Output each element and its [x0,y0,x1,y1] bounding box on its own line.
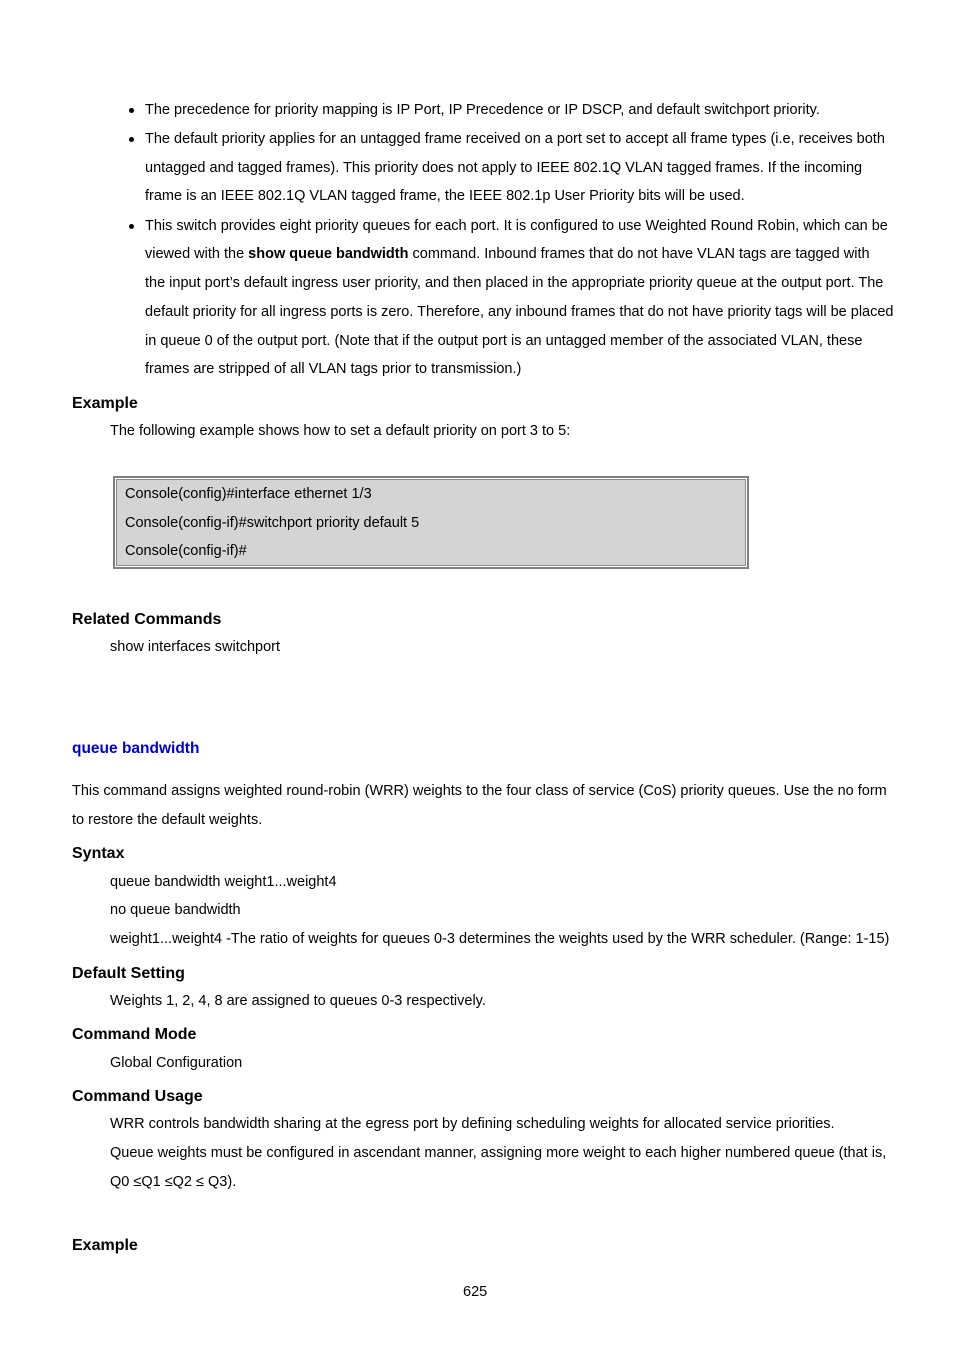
syntax-heading: Syntax [72,845,125,862]
command-mode-heading: Command Mode [72,1026,197,1043]
syntax-line-3: weight1...weight4 -The ratio of weights for queues 0-3 determines the weights used by the WRR scheduler. (Range: 1-15) [110,931,890,947]
command-usage-line-1: WRR controls bandwidth sharing at the egress port by defining scheduling weights for allocated service priorities. [110,1116,835,1132]
section-title: queue bandwidth [72,740,200,757]
bullet-3-line-2-text: viewed with the [145,246,249,262]
bullet-2-line-1: The default priority applies for an untagged frame received on a port set to accept all frame types (i.e, receives both [145,131,885,147]
syntax-line-1: queue bandwidth weight1...weight4 [110,874,337,890]
related-commands-text: show interfaces switchport [110,639,281,655]
bullet-3-line-1: This switch provides eight priority queues for each port. It is configured to use Weighted Round Robin, which can be [145,218,888,234]
page-number: 625 [463,1284,488,1300]
bullet-dot [129,137,134,142]
syntax-line-2: no queue bandwidth [110,902,241,918]
bullet-2-line-2: untagged and tagged frames). This priority does not apply to IEEE 802.1Q VLAN tagged frames. If the incoming [145,160,863,176]
command-usage-line-3: Q0 ≤Q1 ≤Q2 ≤ Q3). [110,1174,237,1190]
example-description: The following example shows how to set a default priority on port 3 to 5: [110,423,571,439]
code-block [113,476,749,569]
bullet-3-line-2-text: command. Inbound frames that do not have VLAN tags are tagged with [408,246,870,262]
example-2-heading: Example [72,1237,138,1254]
inline-command: show queue bandwidth [248,246,409,262]
bullet-1-line-1: The precedence for priority mapping is IP Port, IP Precedence or IP DSCP, and default switchport priority. [145,102,820,118]
command-usage-line-2: Queue weights must be configured in ascendant manner, assigning more weight to each higher numbered queue (that is, [110,1145,887,1161]
code-line: Console(config)#interface ethernet 1/3 [125,486,372,502]
bullet-dot [129,108,134,113]
command-usage-heading: Command Usage [72,1088,203,1105]
bullet-3-line-5: in queue 0 of the output port. (Note that if the output port is an untagged member of the associated VLAN, these [145,333,863,349]
bullet-3-line-3: the input port’s default ingress user priority, and then placed in the appropriate priority queue at the output port. The [145,275,884,291]
code-line: Console(config-if)#switchport priority default 5 [125,515,420,531]
intro-line-1: This command assigns weighted round-robin (WRR) weights to the four class of service (CoS) priority queues. Use the no form [72,783,887,799]
related-commands-heading: Related Commands [72,611,222,628]
command-mode-text: Global Configuration [110,1055,243,1071]
bullet-2-line-3: frame is an IEEE 802.1Q VLAN tagged frame, the IEEE 802.1p User Priority bits will be used. [145,188,745,204]
code-line: Console(config-if)# [125,543,247,559]
bullet-3-line-4: default priority for all ingress ports is zero. Therefore, any inbound frames that do not have priority tags will be placed [145,304,894,320]
default-setting-text: Weights 1, 2, 4, 8 are assigned to queues 0-3 respectively. [110,993,486,1009]
intro-line-2: to restore the default weights. [72,812,263,828]
bullet-3-line-6: frames are stripped of all VLAN tags prior to transmission.) [145,361,522,377]
bullet-3-line-2 [145,246,870,262]
default-setting-heading: Default Setting [72,965,185,982]
bullet-dot [129,224,134,229]
example-heading: Example [72,395,138,412]
